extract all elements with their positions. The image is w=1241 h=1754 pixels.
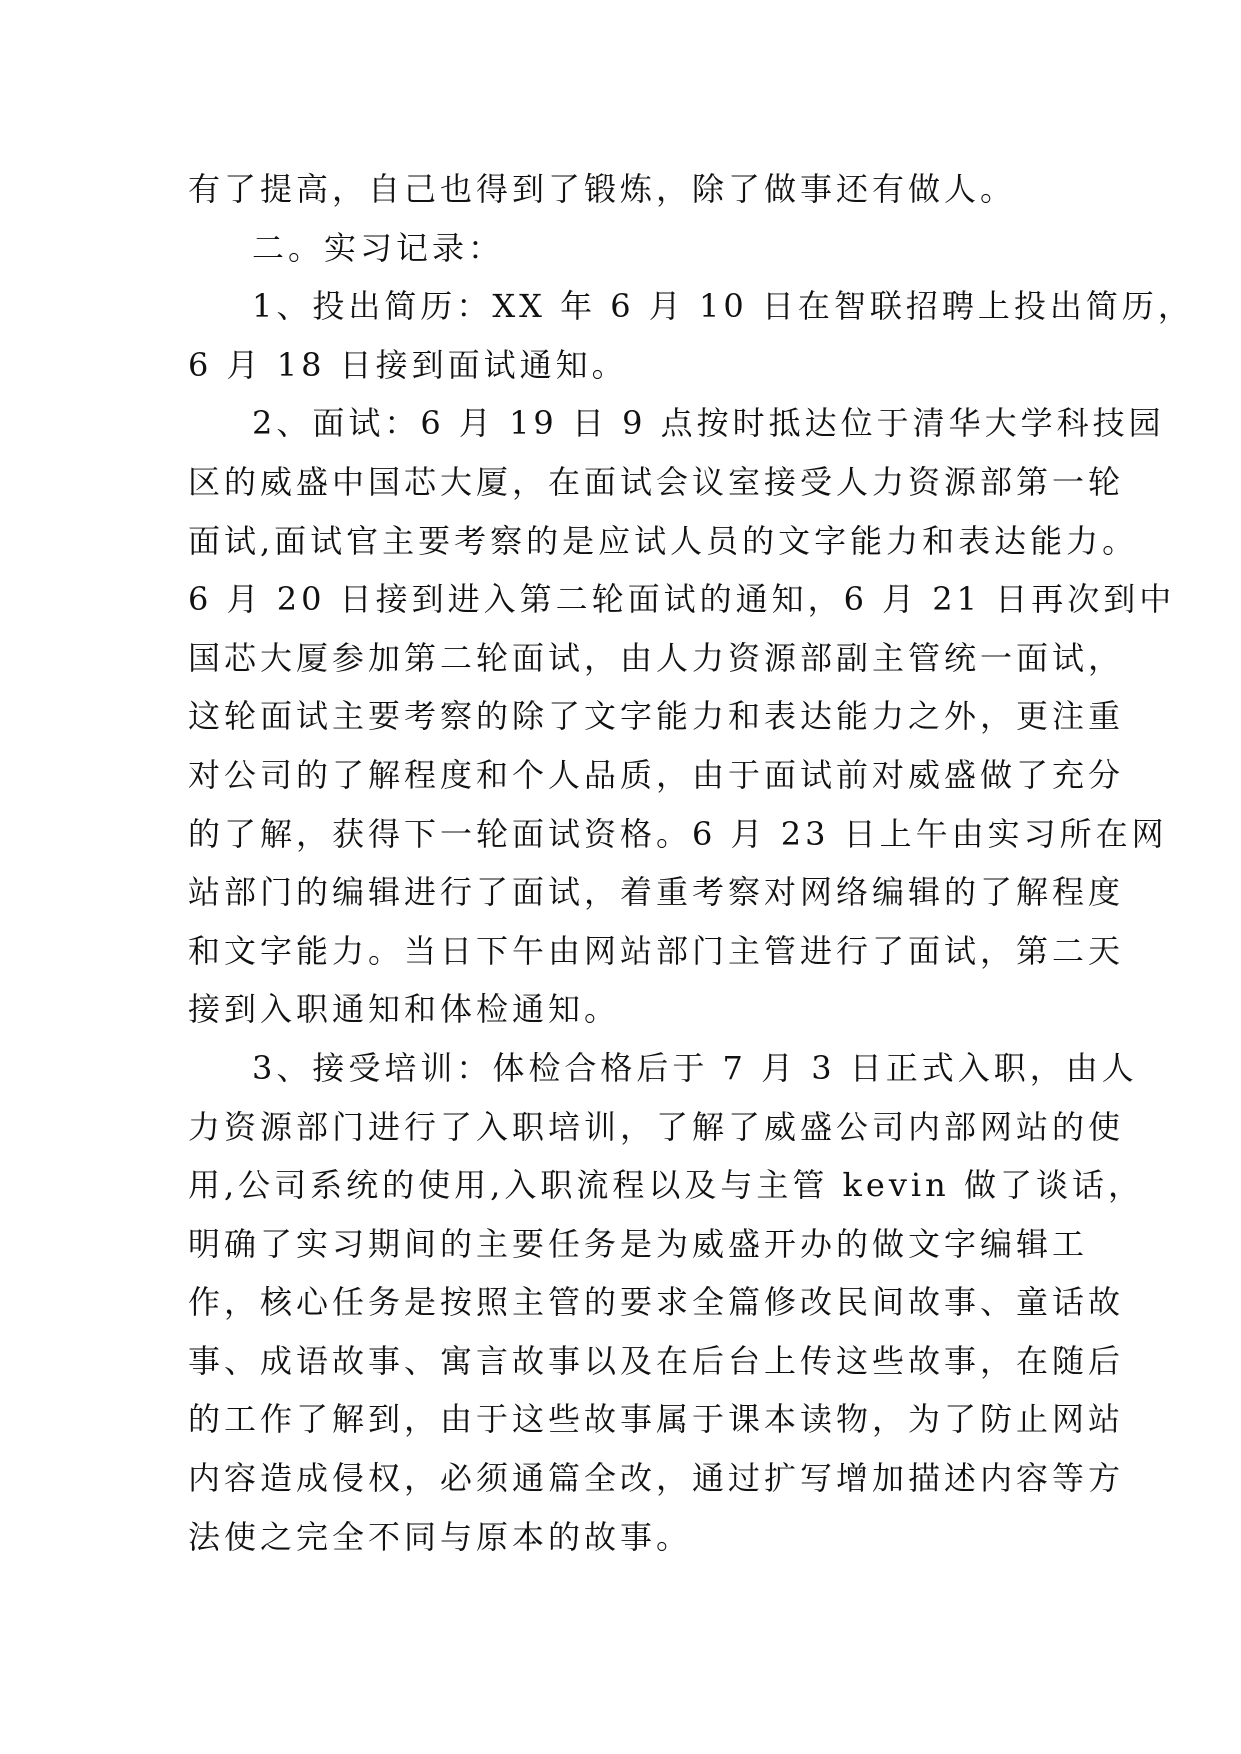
text-line: 的了解，获得下一轮面试资格。6 月 23 日上午由实习所在网 <box>188 814 1168 853</box>
text-line: 明确了实习期间的主要任务是为威盛开办的做文字编辑工 <box>188 1224 1089 1263</box>
text-line: 事、成语故事、寓言故事以及在后台上传这些故事，在随后 <box>188 1341 1125 1380</box>
text-line: 作，核心任务是按照主管的要求全篇修改民间故事、童话故 <box>188 1283 1125 1322</box>
text-line: 内容造成侵权，必须通篇全改，通过扩写增加描述内容等方 <box>188 1459 1125 1498</box>
text-line: 2、面试：6 月 19 日 9 点按时抵达位于清华大学科技园 <box>252 404 1165 443</box>
section-heading: 二。实习记录： <box>252 228 505 267</box>
text-line: 3、接受培训：体检合格后于 7 月 3 日正式入职，由人 <box>252 1048 1138 1087</box>
text-line: 的工作了解到，由于这些故事属于课本读物，为了防止网站 <box>188 1400 1125 1439</box>
text-line: 用,公司系统的使用,入职流程以及与主管 kevin 做了谈话， <box>188 1166 1144 1205</box>
text-line: 有了提高，自己也得到了锻炼，除了做事还有做人。 <box>188 170 1017 208</box>
text-line: 对公司的了解程度和个人品质，由于面试前对威盛做了充分 <box>188 755 1125 794</box>
text-line: 站部门的编辑进行了面试，着重考察对网络编辑的了解程度 <box>188 873 1125 912</box>
text-line: 区的威盛中国芯大厦，在面试会议室接受人力资源部第一轮 <box>188 462 1125 501</box>
text-line: 国芯大厦参加第二轮面试，由人力资源部副主管统一面试， <box>188 638 1125 677</box>
text-line: 这轮面试主要考察的除了文字能力和表达能力之外，更注重 <box>188 697 1125 736</box>
document-body <box>188 160 1194 1566</box>
text-line: 6 月 18 日接到面试通知。 <box>188 345 628 384</box>
text-line: 6 月 20 日接到进入第二轮面试的通知，6 月 21 日再次到中 <box>188 580 1176 619</box>
text-line: 面试,面试官主要考察的是应试人员的文字能力和表达能力。 <box>188 521 1139 560</box>
text-line: 1、投出简历：XX 年 6 月 10 日在智联招聘上投出简历， <box>252 287 1194 326</box>
text-line: 和文字能力。当日下午由网站部门主管进行了面试，第二天 <box>188 931 1125 970</box>
text-line: 法使之完全不同与原本的故事。 <box>188 1517 693 1556</box>
text-line: 接到入职通知和体检通知。 <box>188 990 621 1029</box>
text-line: 力资源部门进行了入职培训，了解了威盛公司内部网站的使 <box>188 1107 1125 1146</box>
